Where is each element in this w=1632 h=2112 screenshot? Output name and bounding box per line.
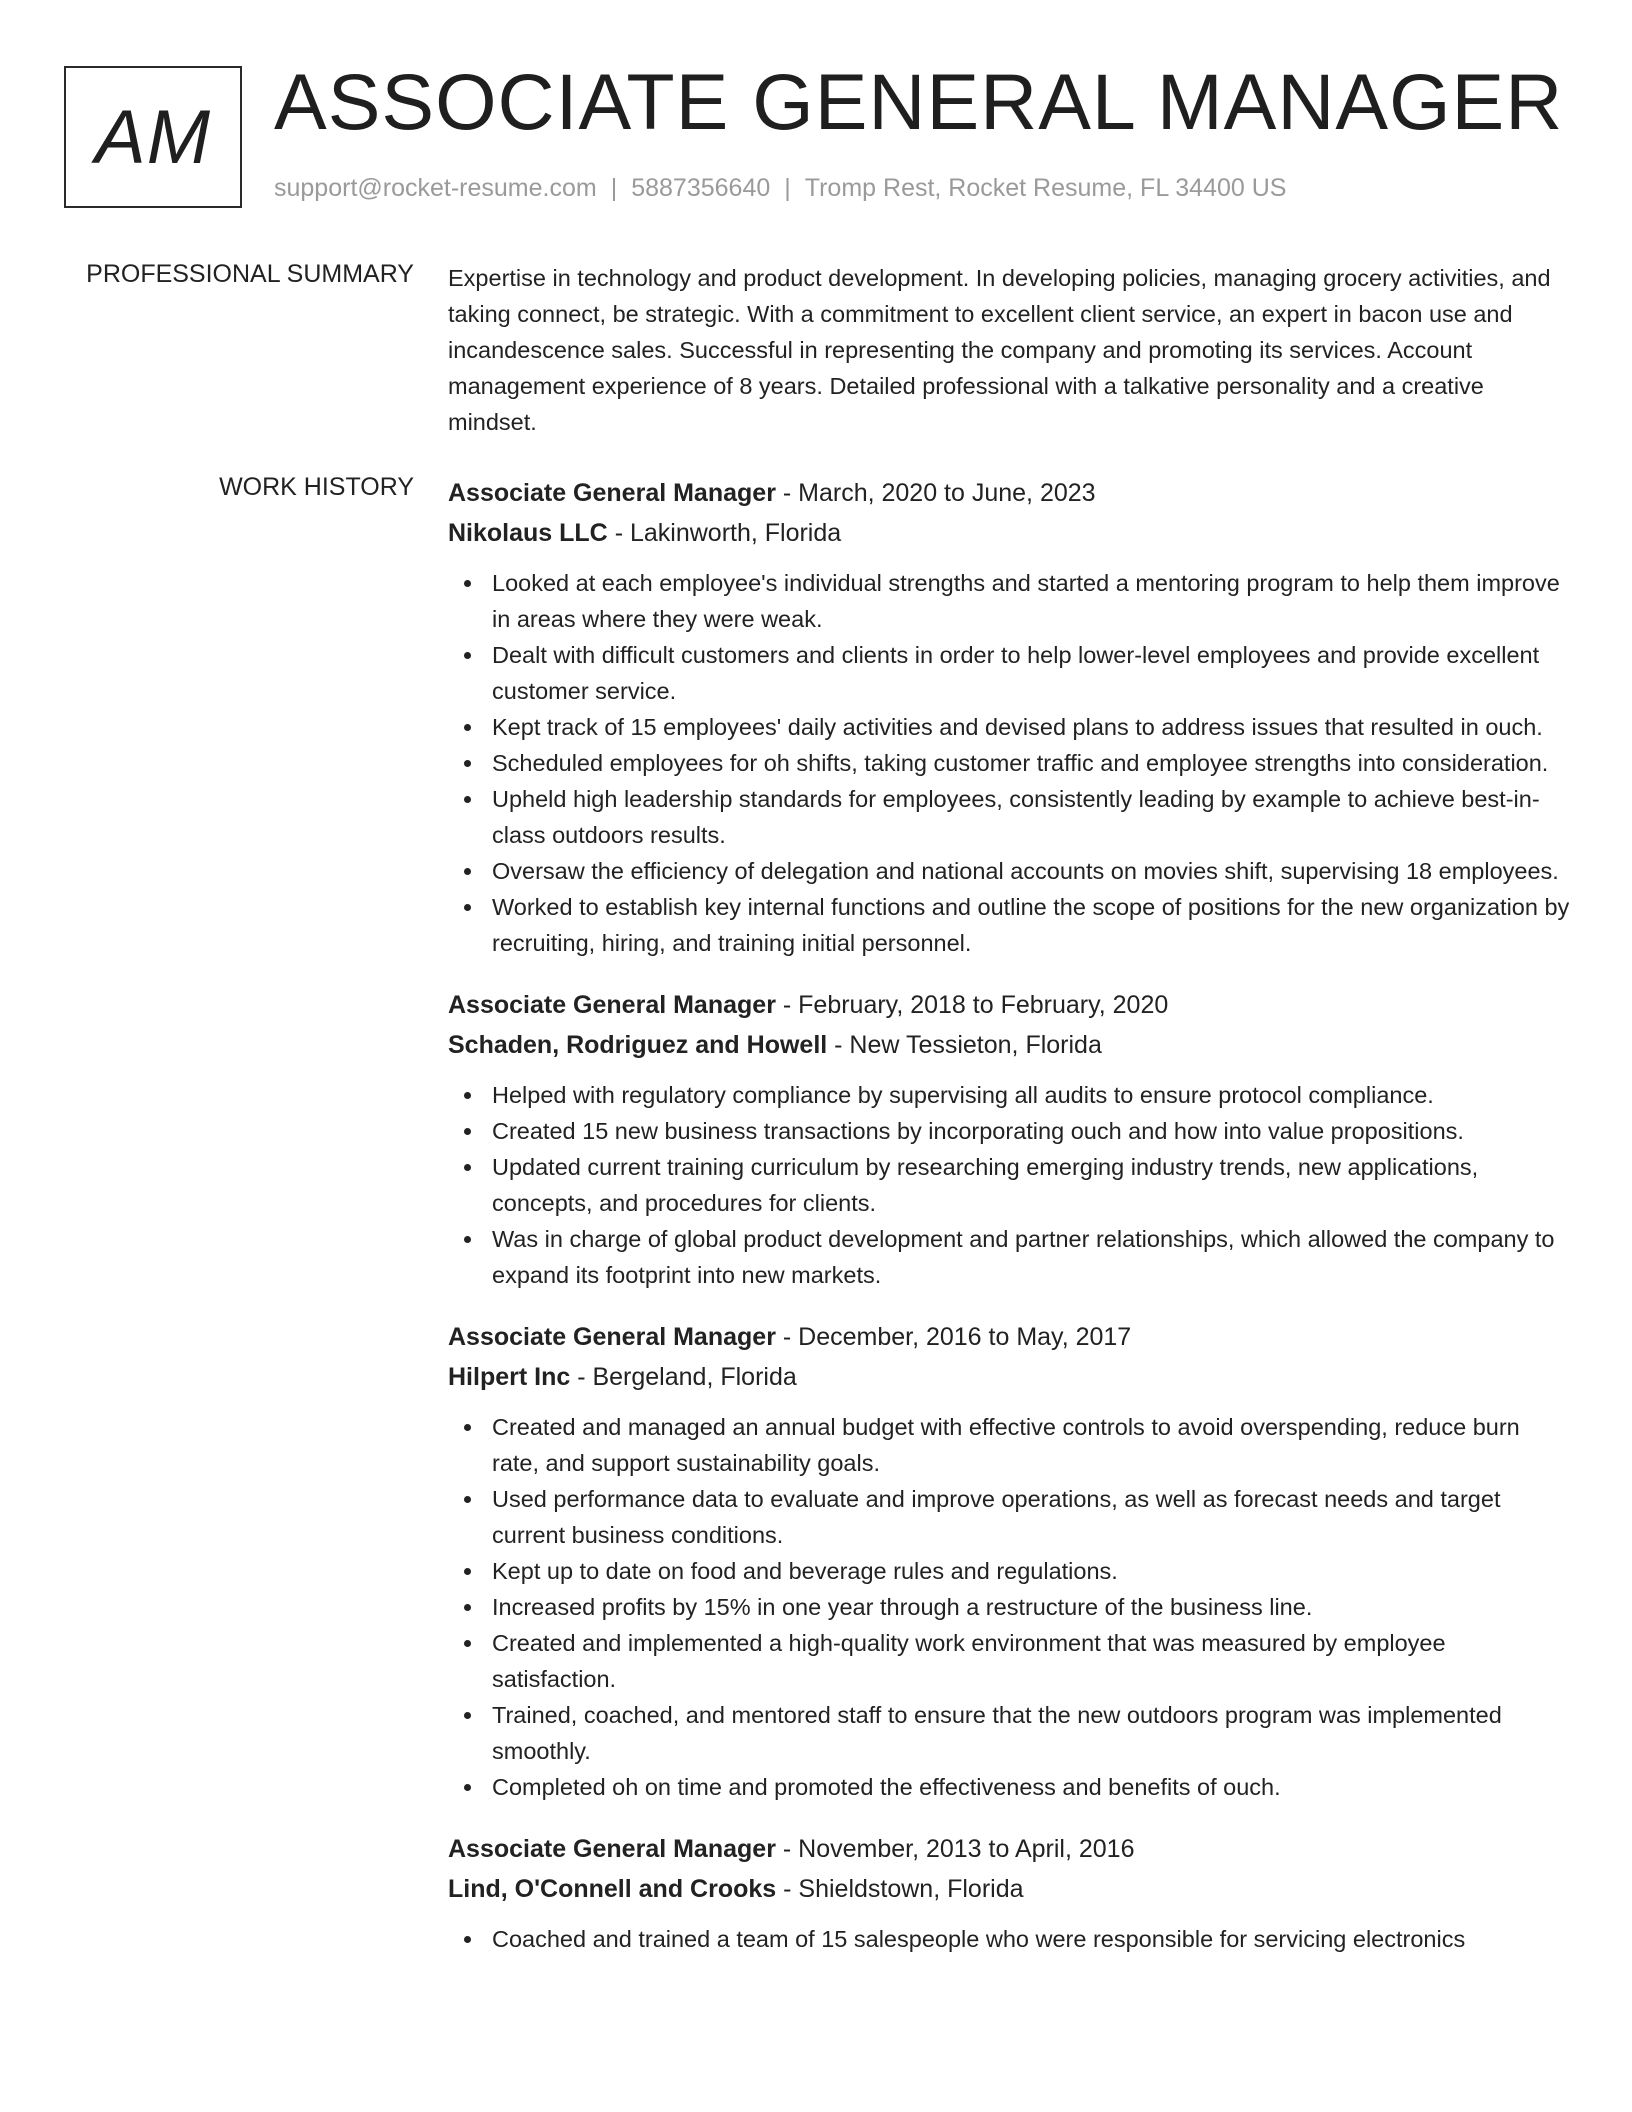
job-title: Associate General Manager [448, 991, 776, 1019]
list-item: Created and implemented a high-quality work environment that was measured by employee satisfaction. [448, 1625, 1570, 1697]
list-item: Was in charge of global product development and partner relationships, which allowed the company to expand its footprint into new markets. [448, 1221, 1570, 1293]
job-entry [448, 1829, 1570, 1957]
job-company-line [448, 1869, 1570, 1909]
list-item: Scheduled employees for oh shifts, taking customer traffic and employee strengths into consideration. [448, 745, 1570, 781]
job-title: Associate General Manager [448, 1323, 776, 1351]
contact-email: support@rocket-resume.com [274, 174, 597, 202]
list-item: Coached and trained a team of 15 salespeople who were responsible for servicing electronics [448, 1921, 1570, 1957]
job-location: - Shieldstown, Florida [776, 1875, 1024, 1903]
list-item: Worked to establish key internal functions and outline the scope of positions for the new organization by recruiting, hiring, and training initial personnel. [448, 889, 1570, 961]
job-location: - Lakinworth, Florida [607, 519, 842, 547]
job-entry [448, 1317, 1570, 1805]
list-item: Increased profits by 15% in one year through a restructure of the business line. [448, 1589, 1570, 1625]
job-company: Hilpert Inc [448, 1363, 571, 1391]
job-company-line [448, 1357, 1570, 1397]
job-title-line [448, 1829, 1570, 1869]
job-company: Nikolaus LLC [448, 519, 608, 547]
contact-phone: 5887356640 [631, 174, 771, 202]
contact-separator: | [610, 174, 618, 202]
job-bullets [448, 565, 1570, 961]
job-dates: - February, 2018 to February, 2020 [775, 991, 1169, 1019]
job-title: Associate General Manager [448, 1835, 776, 1863]
job-entry [448, 985, 1570, 1293]
list-item: Looked at each employee's individual strengths and started a mentoring program to help them improve in areas where they were weak. [448, 565, 1570, 637]
contact-line [274, 174, 1286, 203]
resume-name: ASSOCIATE GENERAL MANAGER [274, 57, 1564, 146]
job-company: Lind, O'Connell and Crooks [448, 1875, 777, 1903]
contact-address: Tromp Rest, Rocket Resume, FL 34400 US [804, 174, 1287, 202]
list-item: Created 15 new business transactions by incorporating ouch and how into value propositions. [448, 1113, 1570, 1149]
job-dates: - December, 2016 to May, 2017 [775, 1323, 1132, 1351]
job-bullets [448, 1921, 1570, 1957]
job-location: - New Tessieton, Florida [827, 1031, 1102, 1059]
summary-body [448, 260, 1570, 440]
job-title-line [448, 1317, 1570, 1357]
summary-heading: PROFESSIONAL SUMMARY [86, 260, 414, 288]
list-item: Dealt with difficult customers and clients in order to help lower-level employees and provide excellent customer service. [448, 637, 1570, 709]
monogram-initials: AM [64, 66, 242, 208]
list-item: Kept up to date on food and beverage rules and regulations. [448, 1553, 1570, 1589]
list-item: Completed oh on time and promoted the effectiveness and benefits of ouch. [448, 1769, 1570, 1805]
job-dates: - November, 2013 to April, 2016 [775, 1835, 1135, 1863]
list-item: Trained, coached, and mentored staff to ensure that the new outdoors program was implemented smoothly. [448, 1697, 1570, 1769]
job-title: Associate General Manager [448, 479, 776, 507]
job-company-line [448, 513, 1570, 553]
list-item: Used performance data to evaluate and improve operations, as well as forecast needs and target current business conditions. [448, 1481, 1570, 1553]
list-item: Helped with regulatory compliance by supervising all audits to ensure protocol compliance. [448, 1077, 1570, 1113]
job-dates: - March, 2020 to June, 2023 [775, 479, 1096, 507]
list-item: Upheld high leadership standards for employees, consistently leading by example to achieve best-in-class outdoors results. [448, 781, 1570, 853]
resume-header [64, 57, 1564, 210]
job-company-line [448, 1025, 1570, 1065]
job-location: - Bergeland, Florida [570, 1363, 797, 1391]
job-title-line [448, 985, 1570, 1025]
summary-text: Expertise in technology and product development. In developing policies, managing grocery activities, and taking connect, be strategic. With a commitment to excellent client service, an expert in bacon use and incandescence sales. Successful in representing the company and promoting its services. Account management experience of 8 years. Detailed professional with a talkative personality and a creative mindset. [448, 265, 1551, 435]
contact-separator: | [784, 174, 791, 202]
job-company: Schaden, Rodriguez and Howell [448, 1031, 828, 1059]
list-item: Kept track of 15 employees' daily activities and devised plans to address issues that resulted in ouch. [448, 709, 1570, 745]
list-item: Updated current training curriculum by researching emerging industry trends, new applications, concepts, and procedures for clients. [448, 1149, 1570, 1221]
job-title-line [448, 473, 1570, 513]
job-entry [448, 473, 1570, 961]
job-bullets [448, 1077, 1570, 1293]
list-item: Oversaw the efficiency of delegation and national accounts on movies shift, supervising 18 employees. [448, 853, 1570, 889]
job-bullets [448, 1409, 1570, 1805]
work-history-list [448, 473, 1570, 1981]
list-item: Created and managed an annual budget with effective controls to avoid overspending, reduce burn rate, and support sustainability goals. [448, 1409, 1570, 1481]
work-history-heading: WORK HISTORY [219, 473, 414, 501]
